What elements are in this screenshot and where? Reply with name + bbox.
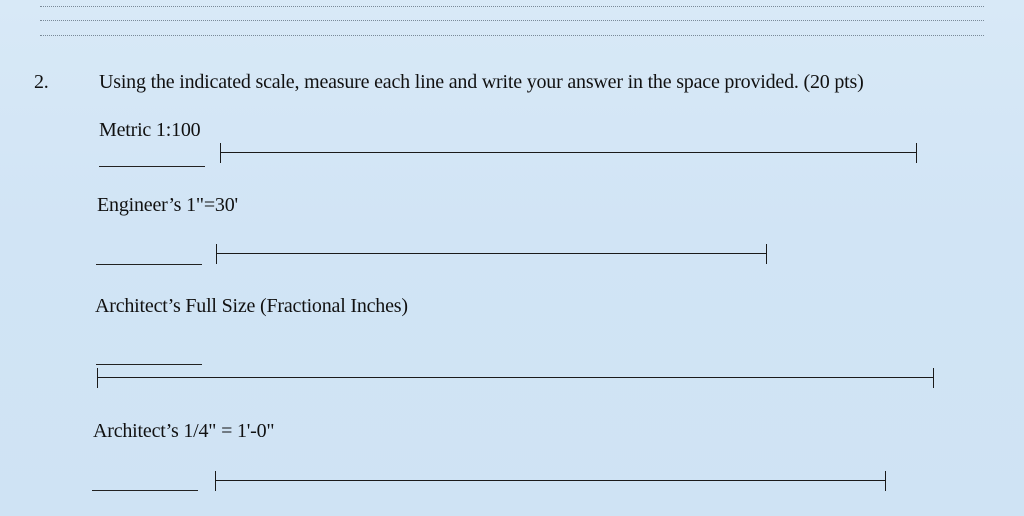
measure-line-architect-full-size (97, 368, 934, 388)
line-segment (97, 377, 934, 378)
line-end-tick (766, 244, 767, 264)
scale-label-metric: Metric 1:100 (99, 119, 201, 141)
answer-blank-engineer[interactable] (96, 264, 202, 265)
answer-blank-architect-quarter[interactable] (92, 490, 198, 491)
scale-label-architect-quarter: Architect’s 1/4" = 1'-0" (93, 420, 275, 442)
line-end-tick (885, 471, 886, 491)
scale-label-architect-full-size: Architect’s Full Size (Fractional Inches) (95, 295, 408, 317)
measure-line-metric (220, 143, 917, 163)
dotted-line (40, 35, 984, 36)
line-end-tick (97, 368, 98, 388)
line-end-tick (216, 244, 217, 264)
line-segment (216, 253, 767, 254)
answer-blank-metric[interactable] (99, 166, 205, 167)
line-segment (220, 152, 917, 153)
dotted-line (40, 6, 984, 7)
scale-label-engineer: Engineer’s 1"=30' (97, 194, 238, 216)
line-end-tick (933, 368, 934, 388)
question-prompt: Using the indicated scale, measure each line and write your answer in the space provided. (20 pts) (99, 71, 864, 93)
answer-blank-architect-full-size[interactable] (96, 364, 202, 365)
line-segment (215, 480, 886, 481)
dotted-line (40, 20, 984, 21)
question-number: 2. (34, 71, 49, 93)
line-end-tick (220, 143, 221, 163)
measure-line-engineer (216, 244, 767, 264)
measure-line-architect-quarter (215, 471, 886, 491)
line-end-tick (916, 143, 917, 163)
line-end-tick (215, 471, 216, 491)
